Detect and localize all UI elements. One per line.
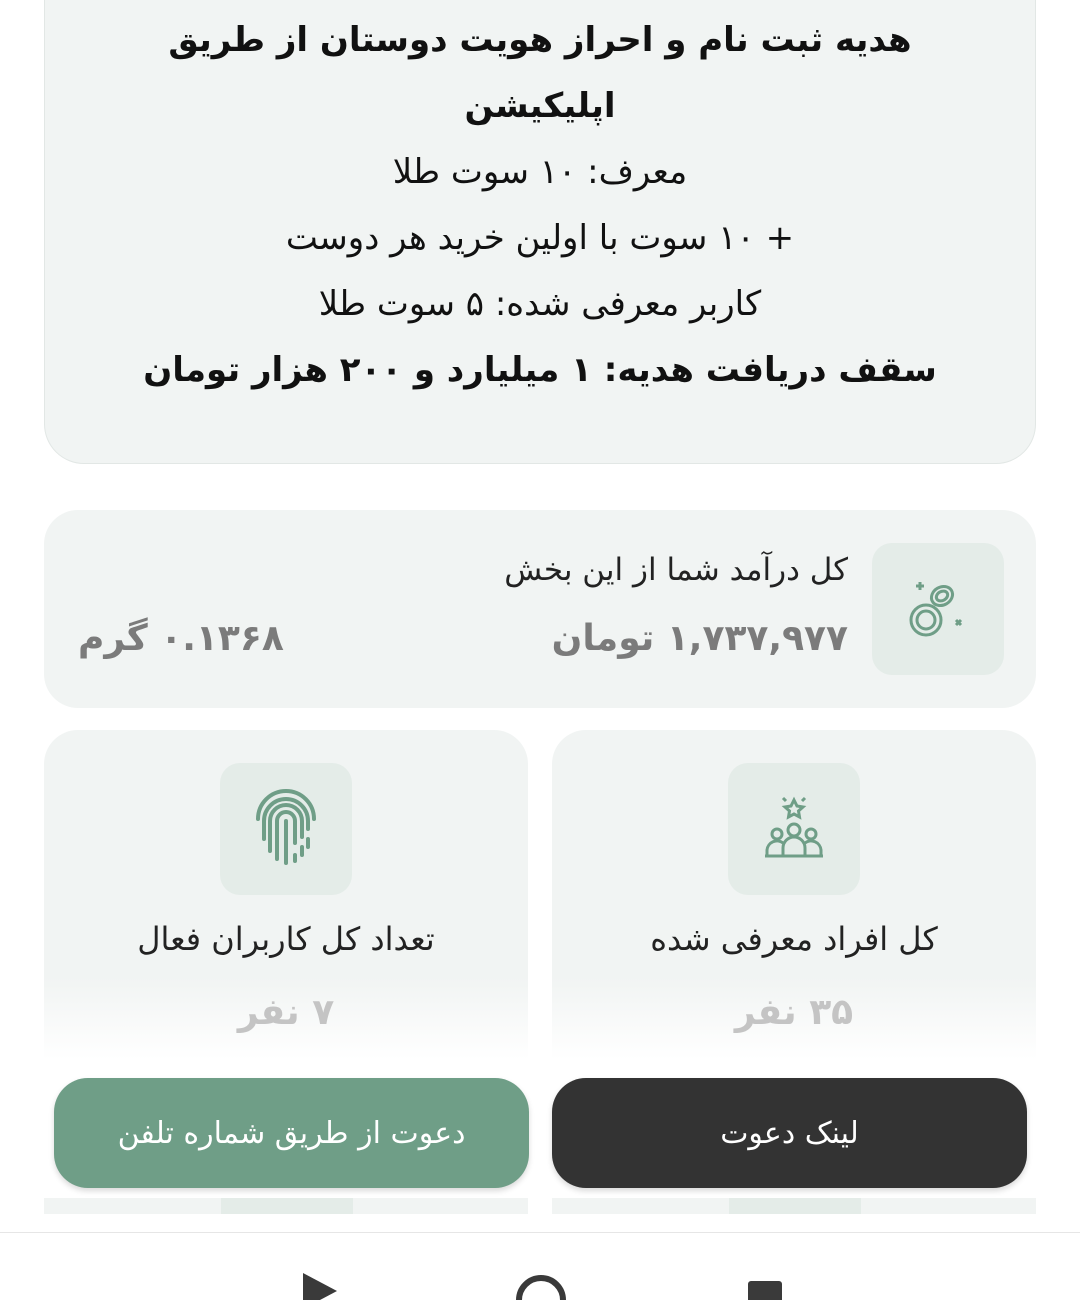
active-users-label: تعداد کل کاربران فعال [137,920,435,958]
income-title: کل درآمد شما از این بخش [504,552,848,588]
recent-apps-icon[interactable] [748,1281,782,1300]
referred-users-card [552,730,1036,1060]
active-users-count: ۷ نفر [237,992,335,1033]
referred-users-count: ۳۵ نفر [734,992,854,1033]
fingerprint-icon [250,789,322,869]
invite-link-button[interactable]: لینک دعوت [552,1078,1027,1188]
income-amount-toman: ۱,۷۳۷,۹۷۷ تومان [551,618,848,659]
system-nav-bar [0,1232,1080,1300]
gift-cap-text: سقف دریافت هدیه: ۱ میلیارد و ۲۰۰ هزار تومان [143,350,937,390]
first-purchase-bonus-text: + ۱۰ سوت با اولین خرید هر دوست [285,218,795,258]
invite-by-phone-button[interactable]: دعوت از طریق شماره تلفن [54,1078,529,1188]
next-card-right-icon [729,1198,861,1214]
active-icon-container [220,763,352,895]
referred-user-gift-text: کاربر معرفی شده: ۵ سوت طلا [318,284,762,324]
gift-title-line-1: هدیه ثبت نام و احراز هویت دوستان از طریق [168,20,912,60]
gold-coins-icon [906,574,970,644]
income-amount-grams: ۰.۱۳۶۸ گرم [78,618,284,659]
back-icon[interactable] [303,1273,337,1300]
gift-title-line-2: اپلیکیشن [464,86,616,126]
next-card-left-icon [221,1198,353,1214]
home-icon[interactable] [516,1275,566,1300]
income-icon-container [872,543,1004,675]
referred-users-label: کل افراد معرفی شده [650,920,938,958]
income-card [44,510,1036,708]
active-users-card [44,730,528,1060]
gift-info-card [44,0,1036,464]
referrer-gift-text: معرف: ۱۰ سوت طلا [392,152,688,192]
group-star-icon [759,794,829,864]
referred-icon-container [728,763,860,895]
